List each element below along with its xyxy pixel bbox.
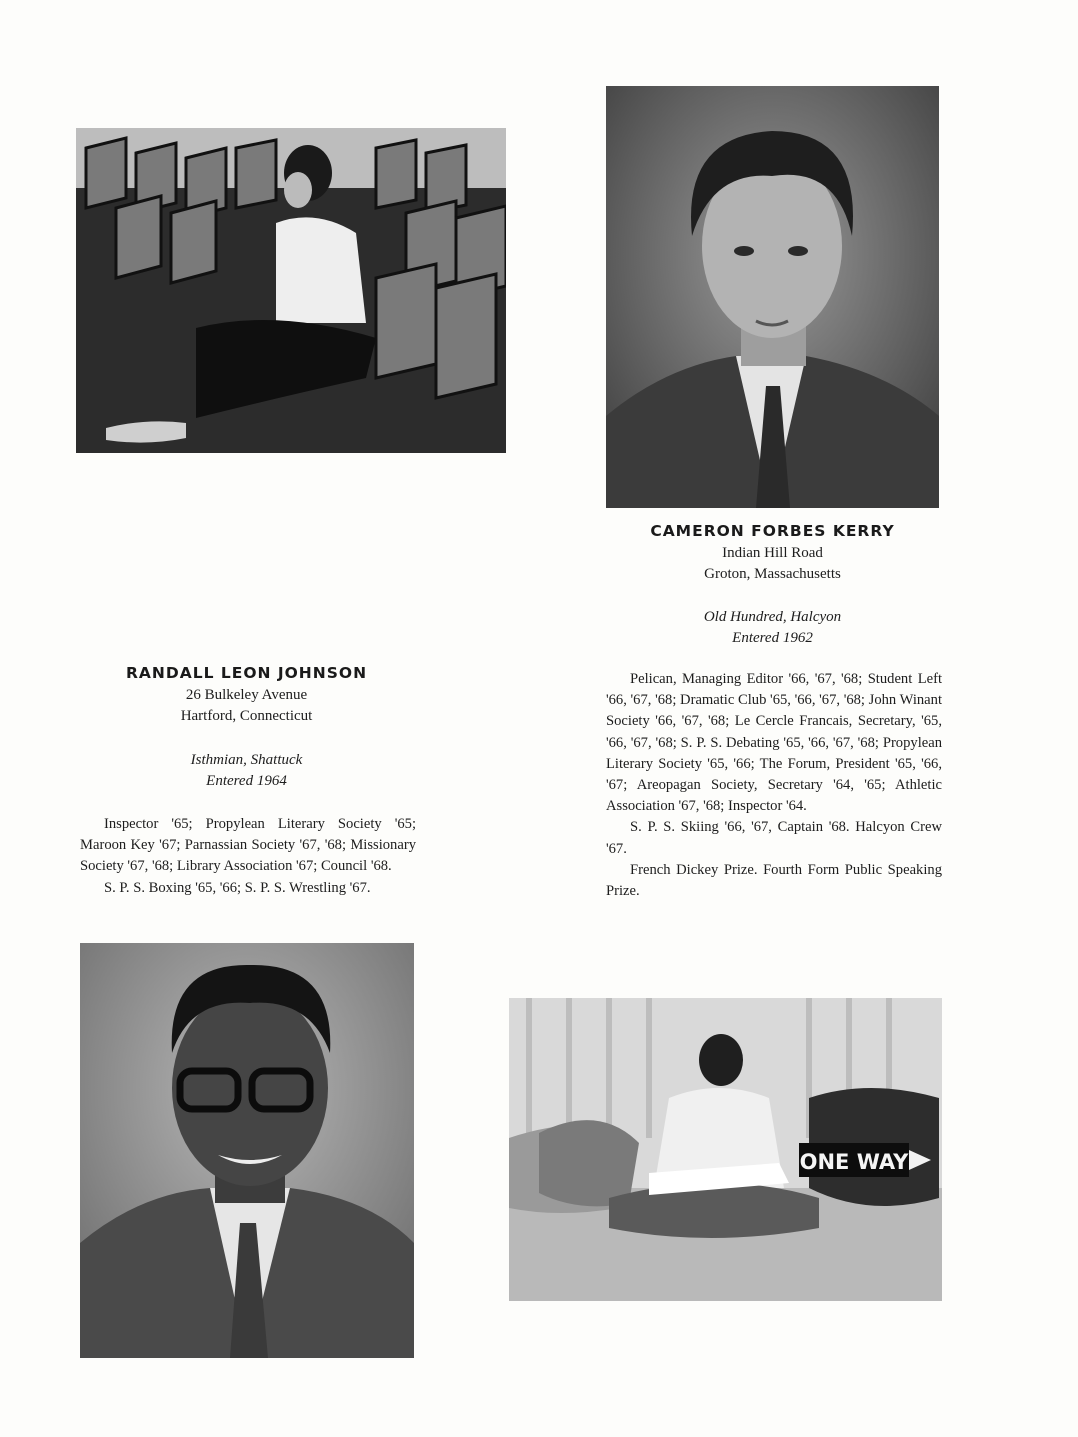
left-bio-sports: S. P. S. Boxing '65, '66; S. P. S. Wrestling '67. xyxy=(104,879,371,896)
right-entered: Entered 1962 xyxy=(732,630,813,646)
right-address-line1: Indian Hill Road xyxy=(722,545,823,561)
right-student-name: CAMERON FORBES KERRY xyxy=(650,522,895,540)
left-entered: Entered 1964 xyxy=(206,773,287,789)
kerry-portrait-photo xyxy=(606,86,939,508)
right-bio-prizes: French Dickey Prize. Fourth Form Public Speaking Prize. xyxy=(606,861,942,900)
johnson-portrait-photo xyxy=(80,943,414,1358)
right-address-line2: Groton, Massachusetts xyxy=(704,566,841,582)
left-student-name: RANDALL LEON JOHNSON xyxy=(125,664,368,682)
left-clubs: Isthmian, Shattuck xyxy=(190,752,303,768)
right-clubs: Old Hundred, Halcyon xyxy=(703,609,842,625)
left-biography xyxy=(80,814,416,899)
auditorium-candid-photo xyxy=(76,128,506,453)
left-bio-activities: Inspector '65; Propylean Literary Society '65; Maroon Key '67; Parnassian Society '67, '68; Missionary Society '67, '68; Library Association '67; Council '68. xyxy=(80,816,416,875)
right-biography xyxy=(606,669,942,902)
reading-candid-photo xyxy=(509,998,942,1301)
left-address-line1: 26 Bulkeley Avenue xyxy=(185,687,308,703)
right-bio-activities: Pelican, Managing Editor '66, '67, '68; Student Left '66, '67, '68; Dramatic Club '65, '66, '67, '68; John Winant Society '66, '67, '68; Le Cercle Francais, Secretary, '65, '66, '67, '68; S. P. S. Debating '65, '66, '67, '68; Propylean Literary Society '65, '66; The Forum, President '65, '66, '67; Areopagan Society, Secretary '64, '65; Athletic Association '67, '68; Inspector '64. xyxy=(606,671,942,815)
one-way-sign-text: ONE WAY xyxy=(799,1150,909,1174)
left-address-line2: Hartford, Connecticut xyxy=(180,708,313,724)
right-bio-sports: S. P. S. Skiing '66, '67, Captain '68. Halcyon Crew '67. xyxy=(606,819,942,857)
